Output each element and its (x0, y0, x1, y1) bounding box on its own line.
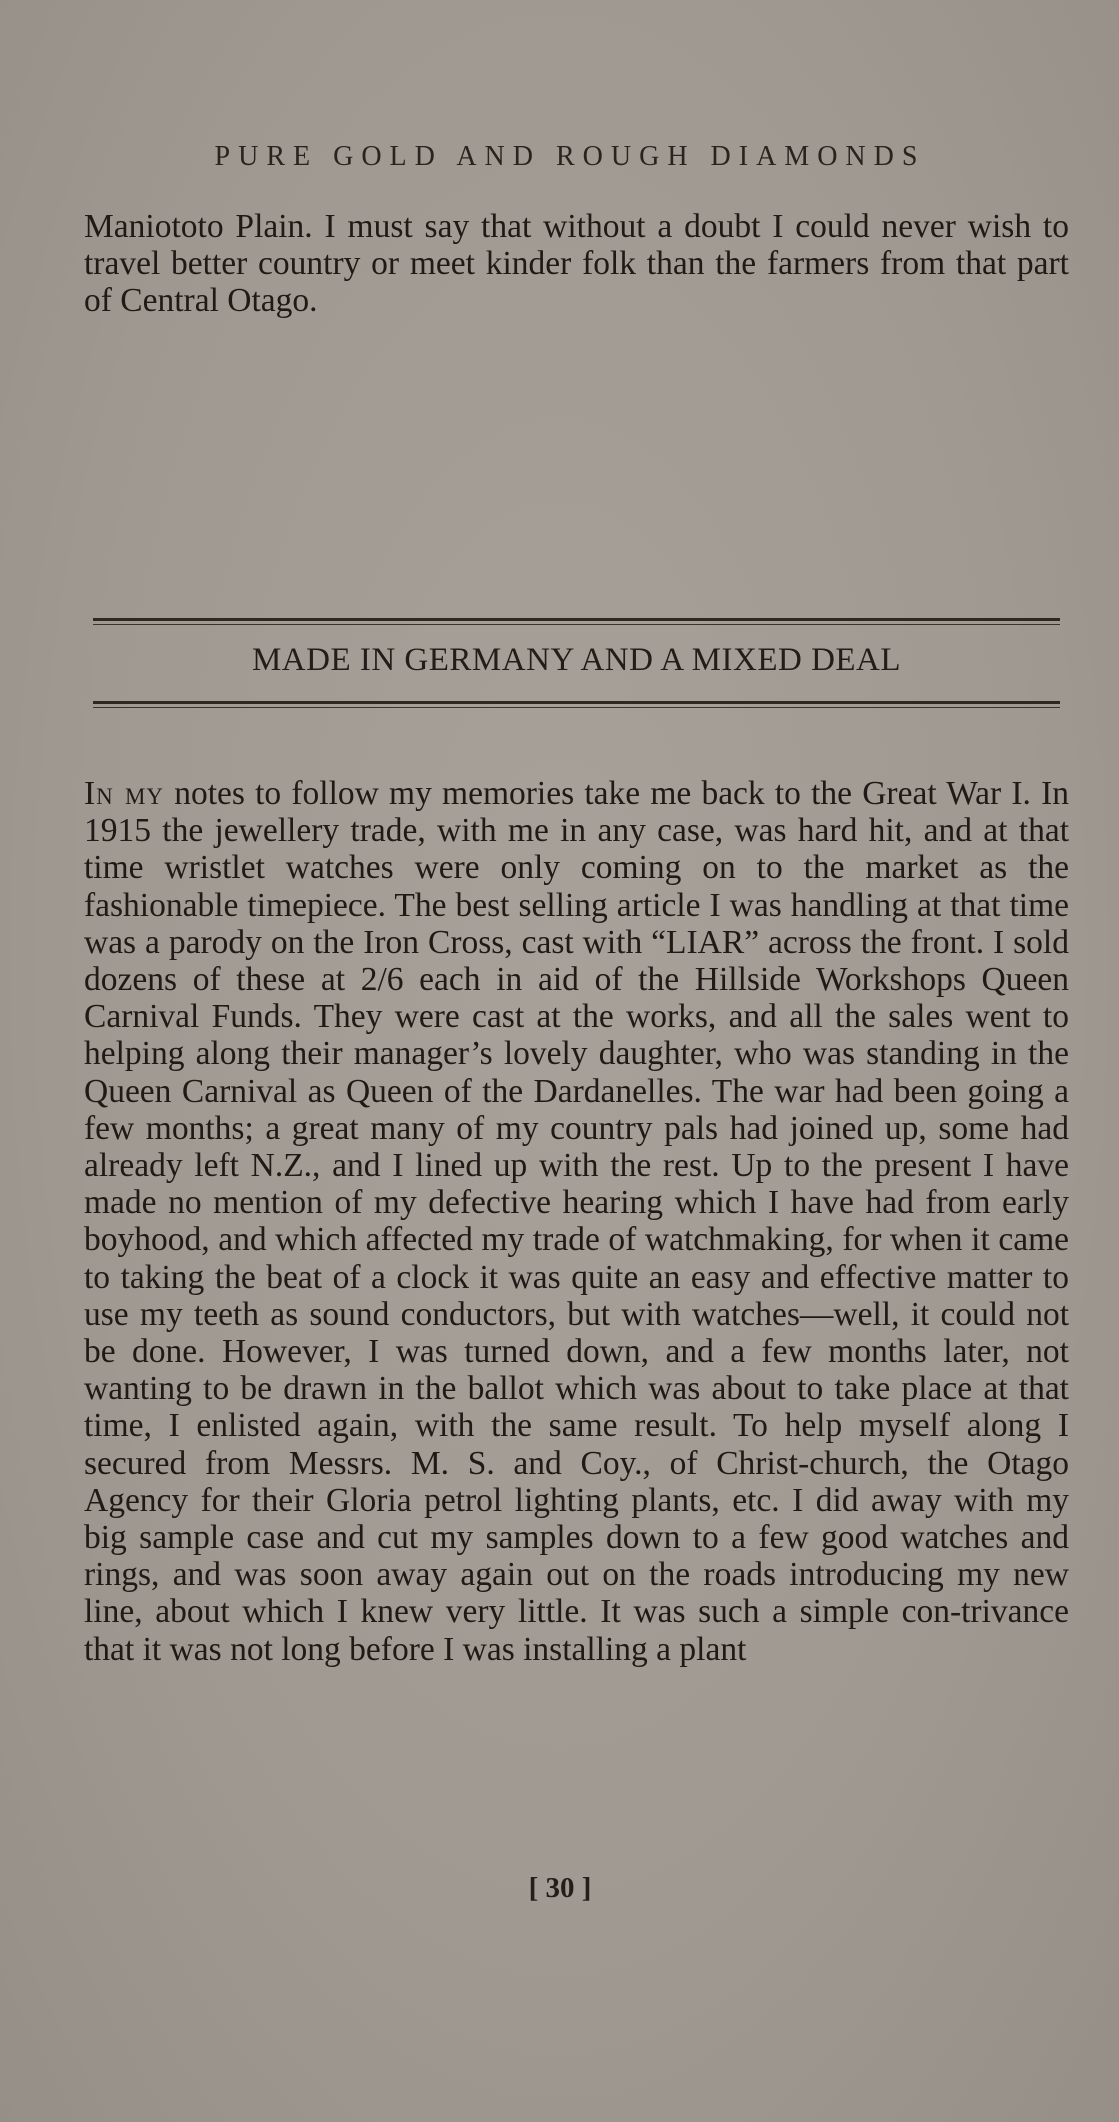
top-paragraph: Maniototo Plain. I must say that without a doubt I could never wish to travel better country or meet kinder folk than the farmers from that part of Central Otago. (84, 208, 1069, 320)
main-paragraph-text: notes to follow my memories take me back to the Great War I. In 1915 the jewellery trade, with me in any case, was hard hit, and at that time wristlet watches were only coming on to the market as the fashionable timepiece. The best selling article I was handling at that time was a parody on the Iron Cross, cast with “LIAR” across the front. I sold dozens of these at 2/6 each in aid of the Hillside Workshops Queen Carnival Funds. They were cast at the works, and all the sales went to helping along their manager’s lovely daughter, who was standing in the Queen Carnival as Queen of the Dardanelles. The war had been going a few months; a great many of my country pals had joined up, some had already left N.Z., and I lined up with the rest. Up to the present I have made no mention of my defective hearing which I have had from early boyhood, and which affected my trade of watchmaking, for when it came to taking the beat of a clock it was quite an easy and effective matter to use my teeth as sound conductors, but with watches—well, it could not be done. However, I was turned down, and a few months later, not wanting to be drawn in the ballot which was about to take place at that time, I enlisted again, with the same result. To help myself along I secured from Messrs. M. S. and Coy., of Christ-church, the Otago Agency for their Gloria petrol lighting plants, etc. I did away with my big sample case and cut my samples down to a few good watches and rings, and was soon away again out on the roads introducing my new line, about which I knew very little. It was such a simple con-trivance that it was not long before I was installing a plant (84, 775, 1070, 1668)
main-paragraph (84, 775, 1069, 1668)
chapter-rule-bottom (93, 701, 1060, 708)
running-head: PURE GOLD AND ROUGH DIAMONDS (214, 141, 926, 172)
chapter-rule-top (93, 618, 1060, 625)
page-number: [ 30 ] (528, 1872, 592, 1904)
opening-smallcaps: In my (84, 775, 165, 812)
chapter-title: MADE IN GERMANY AND A MIXED DEAL (251, 642, 902, 678)
